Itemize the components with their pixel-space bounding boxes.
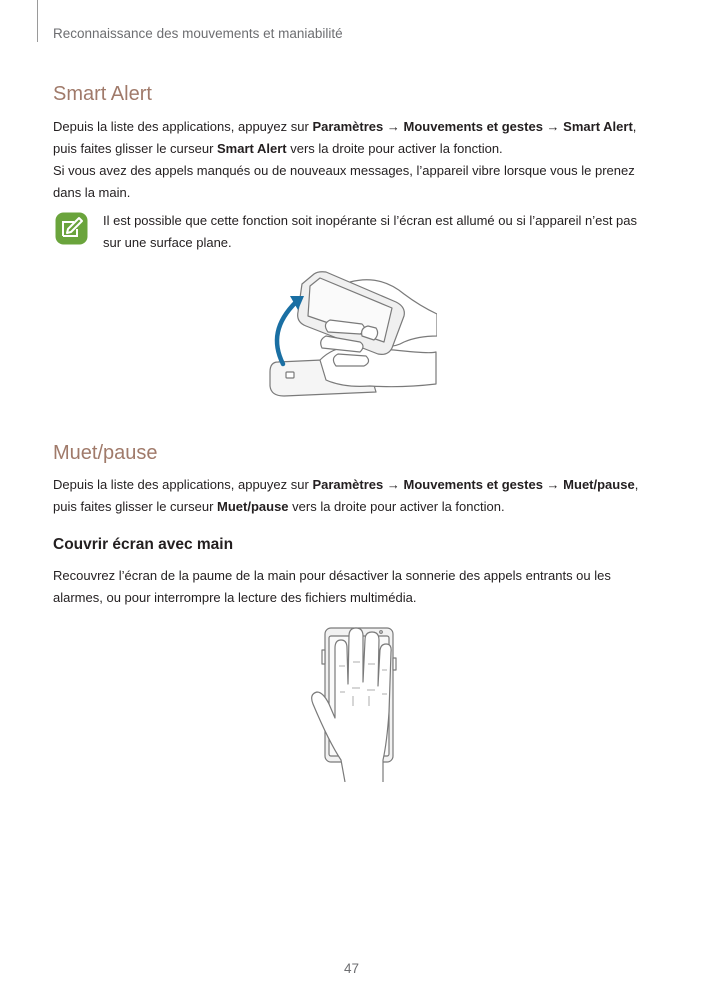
menu-path-motions: Mouvements et gestes (403, 477, 543, 492)
menu-path-settings: Paramètres (312, 477, 384, 492)
slider-name-smart-alert: Smart Alert (217, 141, 287, 156)
smart-alert-description: Si vous avez des appels manqués ou de nouveaux messages, l’appareil vibre lorsque vous le prenez dans la main. (53, 163, 635, 200)
page-margin-rule (37, 0, 38, 42)
subheading-cover-screen: Couvrir écran avec main (53, 536, 234, 553)
page-number: 47 (343, 961, 360, 976)
smart-alert-instructions: Depuis la liste des applications, appuyez sur Paramètres → Mouvements et gestes → Smart Alert, puis faites glisser le curseur Smart Alert vers la droite pour activer la fonction. (53, 119, 637, 156)
mute-pause-instructions: Depuis la liste des applications, appuyez sur Paramètres → Mouvements et gestes → Muet/pause, puis faites glisser le curseur Muet/pause vers la droite pour activer la fonction. (53, 477, 639, 514)
menu-path-motions: Mouvements et gestes (403, 119, 543, 134)
pickup-phone-illustration (262, 262, 437, 404)
menu-path-smart-alert: Smart Alert (563, 119, 633, 134)
cover-screen-description: Recouvrez l’écran de la paume de la main pour désactiver la sonnerie des appels entrants ou les alarmes, ou pour interrompre la lecture des fichiers multimédia. (53, 568, 611, 605)
menu-path-mute-pause: Muet/pause (563, 477, 635, 492)
note-text: Il est possible que cette fonction soit inopérante si l’écran est allumé ou si l’appareil n’est pas sur une surface plane. (103, 213, 638, 250)
note-pencil-icon (55, 212, 88, 245)
section-heading-mute-pause: Muet/pause (53, 442, 158, 464)
section-heading-smart-alert: Smart Alert (53, 83, 152, 105)
menu-path-settings: Paramètres (312, 119, 384, 134)
slider-name-mute-pause: Muet/pause (217, 499, 289, 514)
cover-screen-illustration (305, 622, 400, 782)
running-header: Reconnaissance des mouvements et maniabilité (53, 26, 343, 41)
